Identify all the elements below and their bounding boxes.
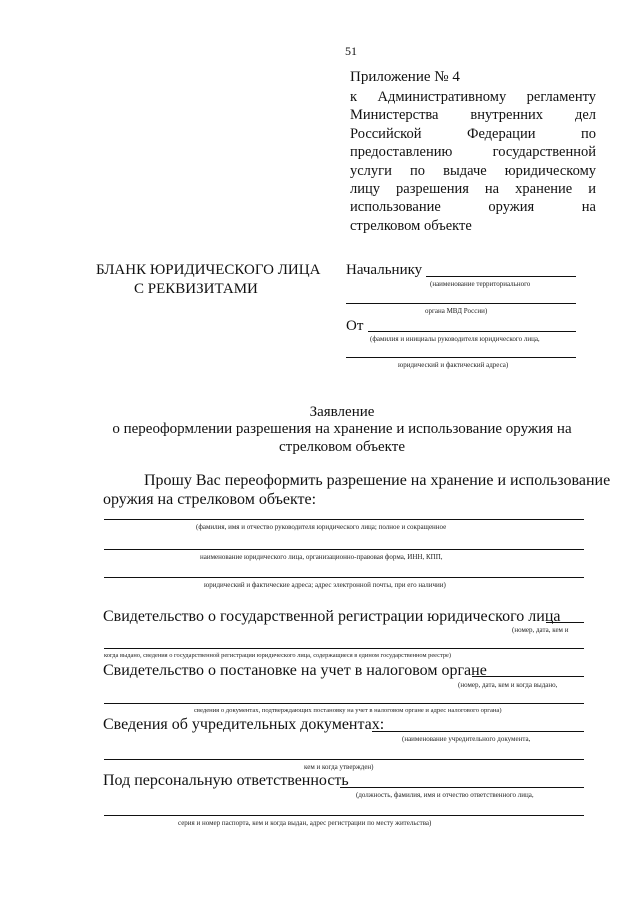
applicant-caption-1: (фамилия, имя и отчество руководителя юридического лица; полное и сокращенное (196, 523, 447, 531)
appendix-title: Приложение № 4 (350, 69, 460, 85)
request-line1: Прошу Вас переоформить разрешение на хранение и использование (144, 472, 611, 489)
tax-field-line[interactable] (472, 676, 584, 677)
applicant-line-3[interactable] (104, 577, 584, 578)
tax-caption-below: сведения о документах, подтверждающих постановку на учет в налоговом органе и адрес налогового органа) (194, 707, 502, 714)
appendix-line: услуги по выдаче юридическому (350, 162, 596, 179)
appendix-line: предоставлению государственной (350, 144, 596, 161)
to-caption-2: органа МВД России) (425, 307, 488, 315)
blank-title-line1: БЛАНК ЮРИДИЧЕСКОГО ЛИЦА (96, 262, 321, 278)
from-field-line-2[interactable] (346, 357, 576, 358)
responsibility-label: Под персональную ответственность (103, 772, 349, 789)
appendix-line: Министерства внутренних дел (350, 107, 596, 124)
applicant-line-2[interactable] (104, 549, 584, 550)
to-caption: (наименование территориального (430, 280, 531, 288)
tax-caption-right: (номер, дата, кем и когда выдано, (458, 681, 558, 689)
blank-title-line2: С РЕКВИЗИТАМИ (134, 281, 258, 297)
to-field-line[interactable] (426, 276, 576, 277)
registration-label: Свидетельство о государственной регистрации юридического лица (103, 608, 561, 625)
appendix-line: к Административному регламенту (350, 89, 596, 105)
request-line2: оружия на стрелковом объекте: (103, 491, 317, 508)
founding-label: Сведения об учредительных документах: (103, 716, 385, 733)
founding-caption-right: (наименование учредительного документа, (402, 735, 531, 743)
from-caption-2: юридический и фактический адреса) (398, 361, 509, 369)
responsibility-field-line[interactable] (340, 787, 584, 788)
from-label: От (346, 318, 364, 334)
appendix-line: использование оружия на (350, 199, 596, 216)
page-number: 51 (345, 44, 357, 58)
applicant-caption-3: юридический и фактические адреса; адрес электронной почты, при его наличии) (204, 581, 446, 589)
document-subtitle-line2: стрелковом объекте (279, 439, 405, 455)
appendix-text (350, 88, 596, 235)
from-caption: (фамилия и инициалы руководителя юридического лица, (370, 335, 540, 343)
registration-caption-below: когда выдано, сведения о государственной регистрации юридического лица, содержащиеся в едином государственном реестре) (104, 652, 452, 659)
founding-field-line-2[interactable] (104, 759, 584, 760)
tax-field-line-2[interactable] (104, 703, 584, 704)
registration-field-line-2[interactable] (104, 648, 584, 649)
document-title: Заявление (309, 404, 375, 420)
founding-field-line[interactable] (372, 731, 584, 732)
applicant-line-1[interactable] (104, 519, 584, 520)
to-label: Начальнику (346, 262, 423, 278)
responsibility-caption-right: (должность, фамилия, имя и отчество ответственного лица, (356, 791, 534, 799)
appendix-line: стрелковом объекте (350, 217, 472, 234)
applicant-caption-2: наименование юридического лица, организационно-правовая форма, ИНН, КПП, (200, 553, 443, 561)
from-field-line[interactable] (368, 331, 576, 332)
appendix-line: лицу разрешения на хранение и (350, 181, 596, 198)
registration-caption-right: (номер, дата, кем и (512, 626, 569, 634)
responsibility-caption-below: серия и номер паспорта, кем и когда выдан, адрес регистрации по месту жительства) (178, 819, 432, 827)
founding-caption-below: кем и когда утвержден) (304, 763, 374, 771)
appendix-line: Российской Федерации по (350, 125, 596, 142)
registration-field-line[interactable] (546, 622, 584, 623)
tax-label: Свидетельство о постановке на учет в налоговом органе (103, 662, 487, 679)
document-subtitle-line1: о переоформлении разрешения на хранение и использование оружия на (112, 421, 572, 437)
to-field-line-2[interactable] (346, 303, 576, 304)
responsibility-field-line-2[interactable] (104, 815, 584, 816)
